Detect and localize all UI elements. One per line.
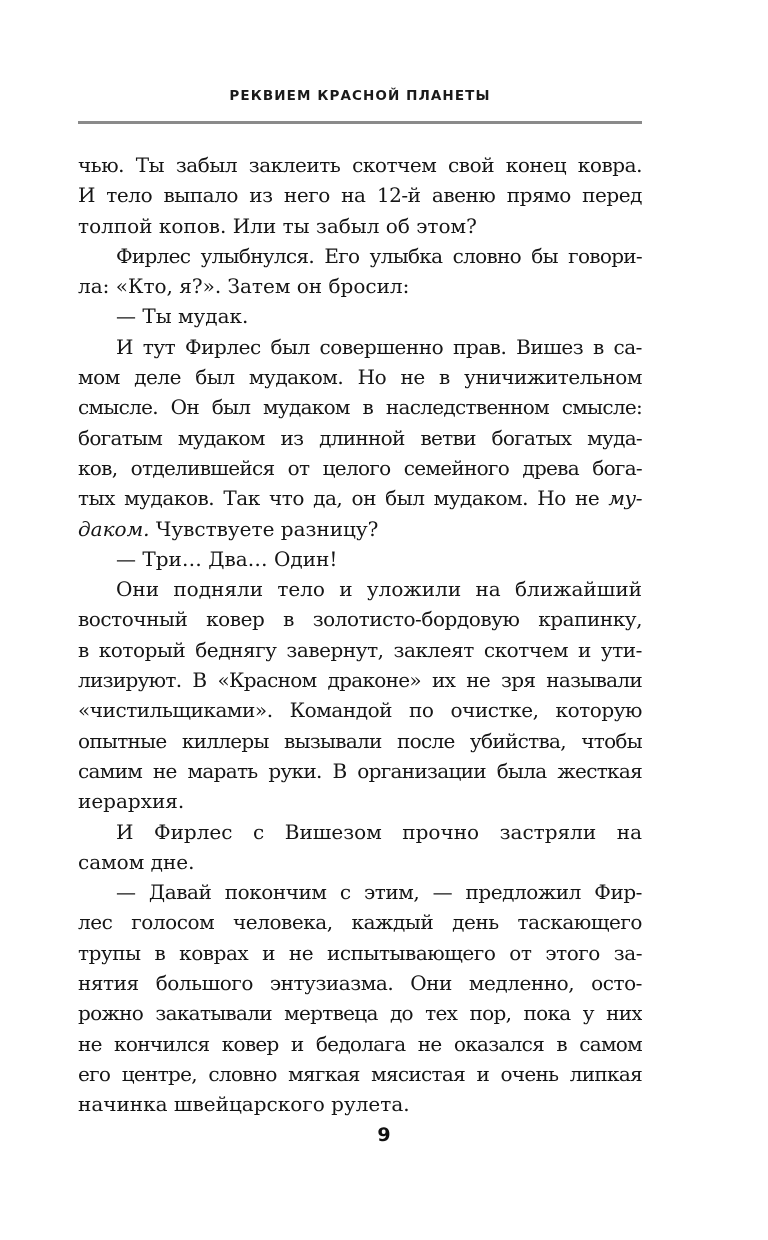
text-line: трупы в коврах и не испытывающего от этого за-	[78, 940, 642, 965]
text-line: — Три… Два… Один!	[116, 546, 338, 571]
text-line: лес голосом человека, каждый день таскающего	[78, 910, 642, 935]
header-rule	[78, 121, 642, 124]
text-line: восточный ковер в золотисто-бордовую крапинку,	[78, 607, 642, 632]
text-line: самом дне.	[78, 849, 195, 874]
text-line: даком. Чувствуете разницу?	[78, 516, 379, 541]
text-line: толпой копов. Или ты забыл об этом?	[78, 213, 477, 238]
text-line: Фирлес улыбнулся. Его улыбка словно бы говори-	[116, 243, 642, 268]
page-number: 9	[377, 1124, 391, 1146]
italic-word-fragment: му-	[608, 486, 642, 511]
text-line: ла: «Кто, я?». Затем он бросил:	[78, 274, 410, 299]
text-line: лизируют. В «Красном драконе» их не зря называли	[78, 668, 642, 693]
text-line: опытные киллеры вызывали после убийства, чтобы	[78, 728, 642, 753]
text-line: богатым мудаком из длинной ветви богатых муда-	[78, 425, 642, 450]
italic-word-fragment: даком.	[78, 516, 150, 541]
text-line: не кончился ковер и бедолага не оказался в самом	[78, 1031, 642, 1056]
text-line: Они подняли тело и уложили на ближайший	[116, 577, 642, 602]
body-text	[78, 150, 642, 1120]
text-line: — Давай покончим с этим, — предложил Фир-	[116, 880, 642, 905]
text-line: в который беднягу завернут, заклеят скотчем и ути-	[78, 637, 642, 662]
text-line: смысле. Он был мудаком в наследственном смысле:	[78, 395, 642, 420]
text-line: мом деле был мудаком. Но не в уничижительном	[78, 365, 642, 390]
text-line: «чистильщиками». Командой по очистке, которую	[78, 698, 642, 723]
text-line: иерархия.	[78, 789, 185, 814]
text-line: чью. Ты забыл заклеить скотчем свой конец ковра.	[78, 153, 642, 177]
text-line: нятия большого энтузиазма. Они медленно, осто-	[78, 971, 642, 996]
text-line: тых мудаков. Так что да, он был мудаком. Но не му-	[78, 486, 642, 511]
text-line: его центре, словно мягкая мясистая и очень липкая	[78, 1061, 642, 1086]
text-line: ков, отделившейся от целого семейного древа бога-	[78, 455, 642, 480]
text-line: — Ты мудак.	[116, 304, 249, 329]
text-line: самим не марать руки. В организации была жесткая	[78, 758, 642, 783]
text-line: И Фирлес с Вишезом прочно застряли на	[116, 819, 642, 844]
text-line: И тело выпало из него на 12-й авеню прямо перед	[78, 183, 642, 208]
text-line: рожно закатывали мертвеца до тех пор, пока у них	[78, 1001, 642, 1026]
text-line: начинка швейцарского рулета.	[78, 1092, 410, 1117]
running-head: РЕКВИЕМ КРАСНОЙ ПЛАНЕТЫ	[229, 88, 491, 104]
text-line: И тут Фирлес был совершенно прав. Вишез в са-	[116, 334, 642, 359]
